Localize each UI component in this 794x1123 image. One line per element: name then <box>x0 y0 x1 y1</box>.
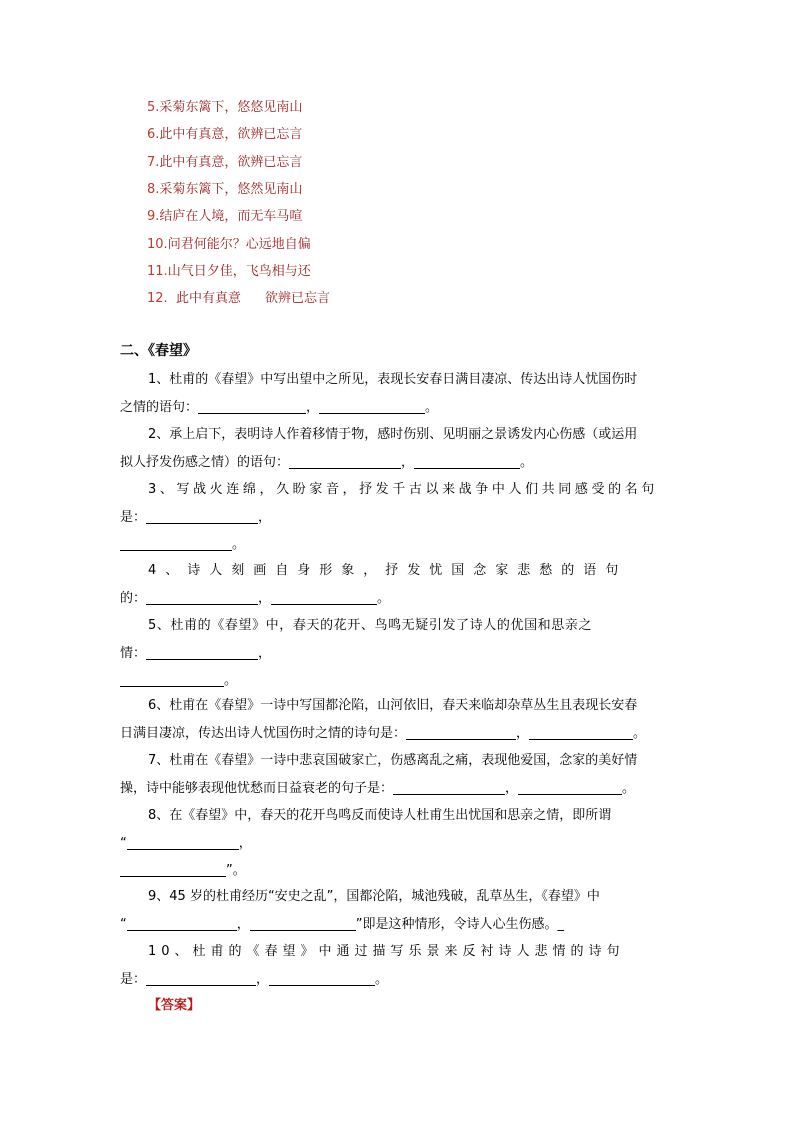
question-4: 4、诗人刻画自身形象，抒发忧国念家悲愁的语句 的： ， 。 <box>120 563 628 606</box>
question-10: 10、杜甫的《春望》中通过描写乐景来反衬诗人悲情的诗句 是： ， 。 <box>120 944 625 987</box>
question-2: 2、承上启下，表明诗人作着移情于物，感时伤别、见明丽之景诱发内心伤感（或运用 拟人抒发伤感之情）的语句： ， 。 <box>120 427 638 470</box>
answer-blank[interactable] <box>146 971 256 986</box>
answer-line-9: 9.结庐在人境，而无车马喧 <box>147 209 303 224</box>
answer-blank[interactable] <box>146 645 258 660</box>
answer-blank[interactable] <box>529 725 633 740</box>
question-9: 9、45 岁的杜甫经历“安史之乱”，国都沦陷，城池残破，乱草丛生，《春望》中 “ ， ”即是这种情形，令诗人心生伤感。_ <box>120 889 600 932</box>
answer-blank[interactable] <box>146 590 258 605</box>
answer-blank[interactable] <box>120 672 224 687</box>
question-6: 6、杜甫在《春望》一诗中写国都沦陷，山河依旧，春天来临却杂草丛生且表现长安春 日满目凄凉，传达出诗人忧国伤时之情的诗句是： ， 。 <box>120 698 647 741</box>
answer-blank[interactable] <box>414 454 520 469</box>
answer-line-8: 8.采菊东篱下，悠然见南山 <box>147 182 303 197</box>
answer-line-6: 6.此中有真意，欲辨已忘言 <box>147 127 303 142</box>
answer-blank[interactable] <box>127 916 237 931</box>
answer-line-5: 5.采菊东篱下，悠悠见南山 <box>147 100 303 115</box>
question-7: 7、杜甫在《春望》一诗中悲哀国破家亡，伤感离乱之痛，表现他爱国，念家的美好情 操，诗中能够表现他忧愁而日益衰老的句子是： ， 。 <box>120 753 638 796</box>
answer-blank[interactable] <box>289 454 401 469</box>
section-title: 二、《春望》 <box>120 343 197 359</box>
question-8: 8、在《春望》中，春天的花开鸟鸣反而使诗人杜甫生出忧国和思亲之情，即所谓 “ ， ”。 <box>120 808 612 878</box>
answer-line-12: 12. 此中有真意 欲辨已忘言 <box>147 291 330 306</box>
answer-blank[interactable] <box>269 971 375 986</box>
question-3: 3、写战火连绵，久盼家音，抒发千古以来战争中人们共同感受的名句 是： ， 。 <box>120 482 658 552</box>
question-5: 5、杜甫的《春望》中，春天的花开、鸟鸣无疑引发了诗人的优国和思亲之 情： ， 。 <box>120 618 593 688</box>
answer-blank[interactable] <box>250 916 356 931</box>
answer-blank[interactable] <box>120 536 232 551</box>
answer-heading: 【答案】 <box>148 998 201 1013</box>
answer-blank[interactable] <box>406 725 516 740</box>
answer-blank[interactable] <box>127 835 239 850</box>
answer-blank[interactable] <box>393 780 505 795</box>
answer-blank[interactable] <box>518 780 622 795</box>
answer-line-7: 7.此中有真意，欲辨已忘言 <box>147 155 303 170</box>
answer-blank[interactable] <box>146 509 258 524</box>
answer-blank[interactable] <box>271 590 377 605</box>
answer-line-10: 10.问君何能尔？心远地自偏 <box>147 237 311 252</box>
question-1: 1、杜甫的《春望》中写出望中之所见，表现长安春日满目凄凉、传达出诗人忧国伤时 之情的语句： ， 。 <box>120 372 638 415</box>
answer-blank[interactable] <box>198 399 306 414</box>
answer-blank[interactable] <box>120 862 226 877</box>
answer-blank[interactable] <box>319 399 425 414</box>
answer-line-11: 11.山气日夕佳，飞鸟相与还 <box>147 264 311 279</box>
